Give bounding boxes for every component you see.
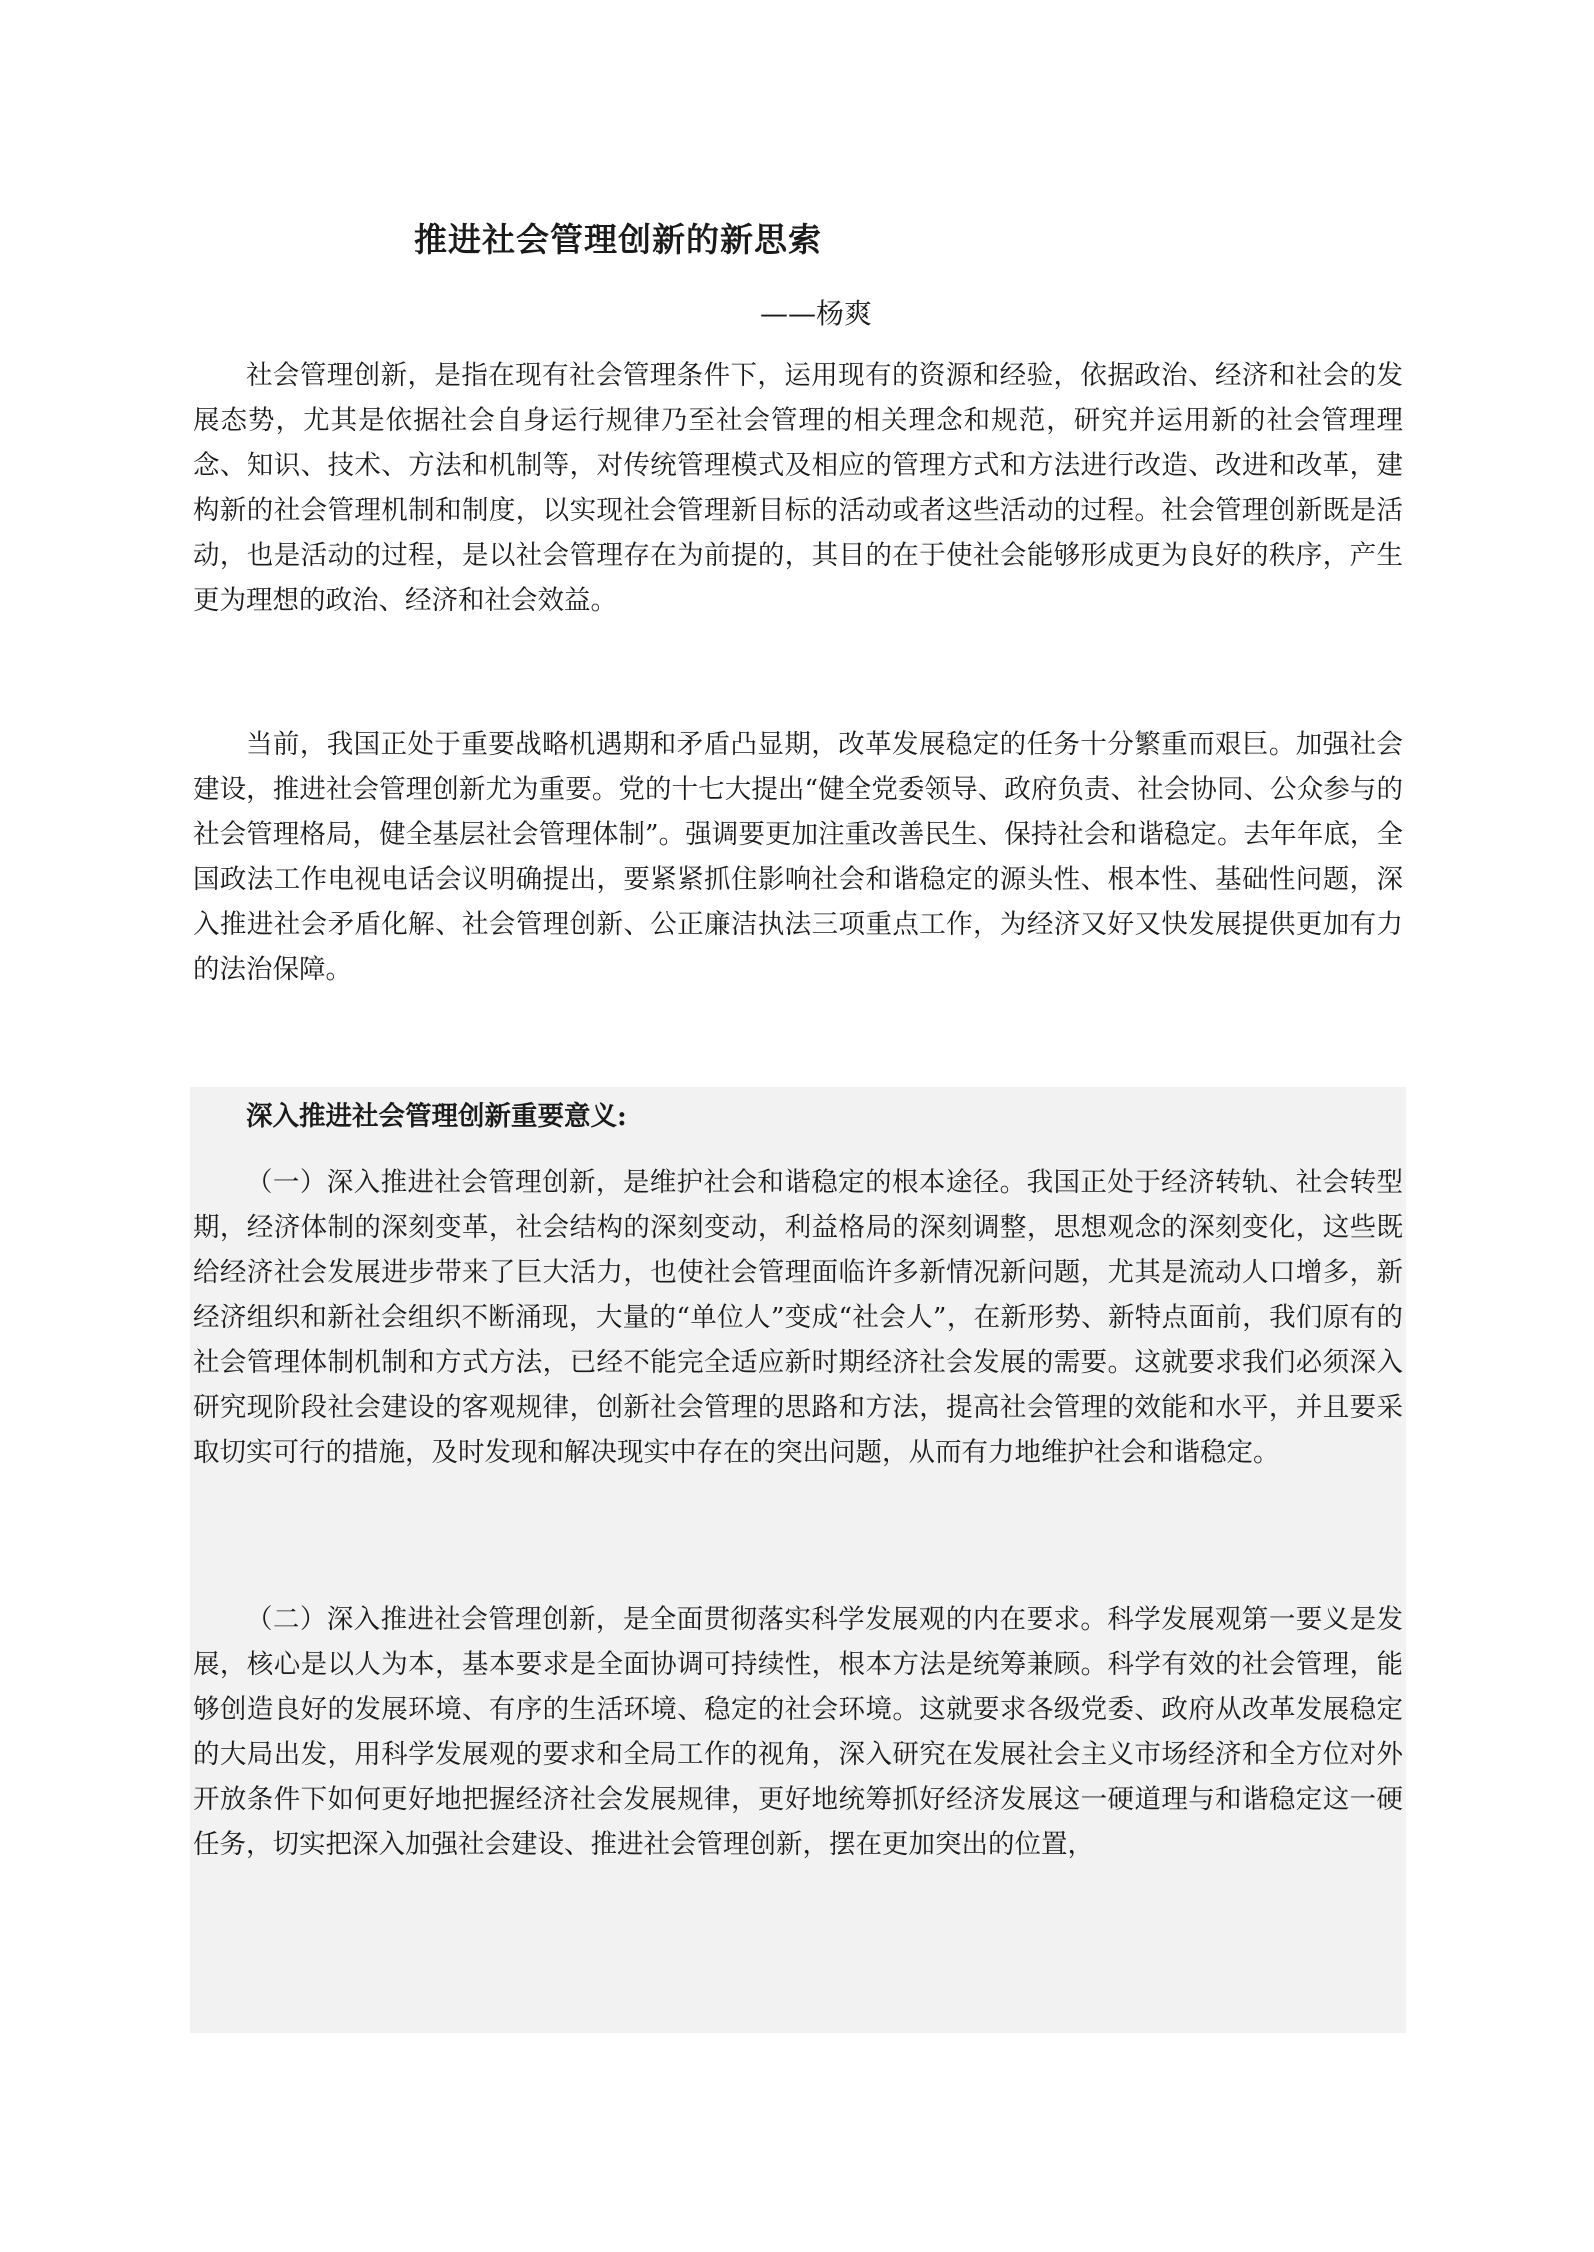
document-author: ——杨爽	[760, 297, 873, 330]
section-paragraph: （二）深入推进社会管理创新，是全面贯彻落实科学发展观的内在要求。科学发展观第一要义是发展，核心是以人为本，基本要求是全面协调可持续性，根本方法是统筹兼顾。科学有效的社会管理，能够创造良好的发展环境、有序的生活环境、稳定的社会环境。这就要求各级党委、政府从改革发展稳定的大局出发，用科学发展观的要求和全局工作的视角，深入研究在发展社会主义市场经济和全方位对外开放条件下如何更好地把握经济社会发展规律，更好地统筹抓好经济发展这一硬道理与和谐稳定这一硬任务，切实把深入加强社会建设、推进社会管理创新，摆在更加突出的位置，	[193, 1604, 1403, 1860]
body-paragraph: 当前，我国正处于重要战略机遇期和矛盾凸显期，改革发展稳定的任务十分繁重而艰巨。加强社会建设，推进社会管理创新尤为重要。党的十七大提出“健全党委领导、政府负责、社会协同、公众参与的社会管理格局，健全基层社会管理体制”。强调要更加注重改善民生、保持社会和谐稳定。去年年底，全国政法工作电视电话会议明确提出，要紧紧抓住影响社会和谐稳定的源头性、根本性、基础性问题，深入推进社会矛盾化解、社会管理创新、公正廉洁执法三项重点工作，为经济又好又快发展提供更加有力的法治保障。	[193, 729, 1403, 985]
section-heading: 深入推进社会管理创新重要意义:	[246, 1101, 627, 1132]
document-title: 推进社会管理创新的新思索	[414, 220, 822, 259]
section-paragraph: （一）深入推进社会管理创新，是维护社会和谐稳定的根本途径。我国正处于经济转轨、社会转型期，经济体制的深刻变革，社会结构的深刻变动，利益格局的深刻调整，思想观念的深刻变化，这些既给经济社会发展进步带来了巨大活力，也使社会管理面临许多新情况新问题，尤其是流动人口增多，新经济组织和新社会组织不断涌现，大量的“单位人”变成“社会人”，在新形势、新特点面前，我们原有的社会管理体制机制和方式方法，已经不能完全适应新时期经济社会发展的需要。这就要求我们必须深入研究现阶段社会建设的客观规律，创新社会管理的思路和方法，提高社会管理的效能和水平，并且要采取切实可行的措施，及时发现和解决现实中存在的突出问题，从而有力地维护社会和谐稳定。	[193, 1167, 1403, 1468]
body-paragraph: 社会管理创新，是指在现有社会管理条件下，运用现有的资源和经验，依据政治、经济和社会的发展态势，尤其是依据社会自身运行规律乃至社会管理的相关理念和规范，研究并运用新的社会管理理念、知识、技术、方法和机制等，对传统管理模式及相应的管理方式和方法进行改造、改进和改革，建构新的社会管理机制和制度，以实现社会管理新目标的活动或者这些活动的过程。社会管理创新既是活动，也是活动的过程，是以社会管理存在为前提的，其目的在于使社会能够形成更为良好的秩序，产生更为理想的政治、经济和社会效益。	[193, 360, 1403, 616]
